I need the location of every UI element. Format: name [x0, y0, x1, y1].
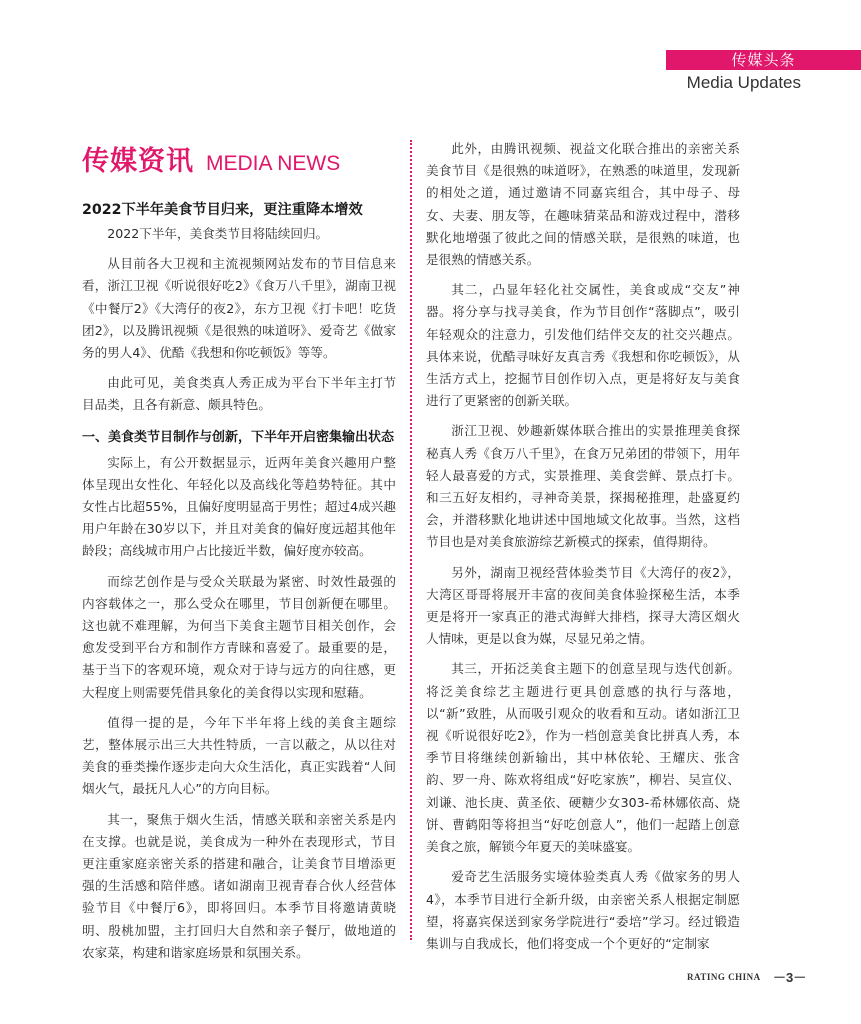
- section-heading: 一、美食类节目制作与创新，下半年开启密集输出状态: [82, 429, 395, 445]
- paragraph: 另外，湖南卫视经营体验类节目《大湾仔的夜2》，大湾区哥哥将展开丰富的夜间美食体验探秘生活，本季更是将开一家真正的港式海鲜大排档，探寻大湾区烟火人情味，更是以食为媒，尽显兄弟之情。: [426, 564, 740, 647]
- paragraph: 而综艺创作是与受众关联最为紧密、时效性最强的内容载体之一，那么受众在哪里，节目创新便在哪里。这也就不难理解，为何当下美食主题节目相关创作，会愈发受到平台方和制作方青睐和喜爱了。最重要的是，基于当下的客观环境，观众对于诗与远方的向往感，更大程度上则需要凭借具象化的美食得以实现和慰藉。: [82, 573, 396, 700]
- right-column: [426, 138, 740, 963]
- paragraph: 爱奇艺生活服务实境体验类真人秀《做家务的男人4》，本季节目进行全新升级，由亲密关系人根据定制愿望，将嘉宾保送到家务学院进行“委培”学习。经过锻造集训与自我成长，他们将变成一个个更好的“定制家: [426, 869, 740, 951]
- paragraph: 实际上，有公开数据显示，近两年美食兴趣用户整体呈现出女性化、年轻化以及高线化等趋势特征。其中女性占比超55%，且偏好度明显高于男性；超过4成兴趣用户年龄在30岁以下，并且对美食的偏好度远超其他年龄段；高线城市用户占比接近半数，偏好度亦较高。: [82, 454, 396, 559]
- paragraph: 其二，凸显年轻化社交属性，美食或成“交友”神器。将分享与找寻美食，作为节目创作“落脚点”，吸引年轻观众的注意力，引发他们结伴交友的社交兴趣点。具体来说，优酷寻味好友真言秀《我想和你吃顿饭》，从生活方式上，挖掘节目创作切入点，更是将好友与美食进行了更紧密的创新关联。: [426, 282, 740, 409]
- paragraph: 2022下半年，美食类节目将陆续回归。: [107, 226, 329, 241]
- title-english: MEDIA NEWS: [206, 152, 341, 175]
- column-divider: [410, 140, 412, 940]
- footer-brand: RATING CHINA: [687, 972, 761, 982]
- section-badge: 传媒头条: [666, 50, 861, 70]
- article-title: [82, 143, 396, 181]
- section-subtitle: Media Updates: [686, 73, 801, 92]
- paragraph: 其三，开拓泛美食主题下的创意呈现与迭代创新。将泛美食综艺主题进行更具创意感的执行与落地，以“新”致胜，从而吸引观众的收看和互动。诸如浙江卫视《听说很好吃2》，作为一档创意美食比拼真人秀，本季节目将继续创新输出，其中林依轮、王耀庆、张含韵、罗一舟、陈欢将组成“好吃家族”，柳岩、吴宣仪、刘谦、池长庚、黄圣依、硬糖少女303-希林娜依高、烧饼、曹鹤阳等将担当“好吃创意人”，他们一起踏上创意美食之旅，解锁今年夏天的美味盛宴。: [426, 661, 740, 855]
- paragraph: 值得一提的是，今年下半年将上线的美食主题综艺，整体展示出三大共性特质，一言以蔽之，从以往对美食的垂类操作逐步走向大众生活化，真正实践着“人间烟火气，最抚凡人心”的方向目标。: [82, 714, 396, 797]
- page-number: －3－: [773, 970, 807, 985]
- paragraph: 由此可见，美食类真人秀正成为平台下半年主打节目品类，且各有新意、颇具特色。: [82, 375, 396, 413]
- title-chinese: 传媒资讯: [82, 146, 194, 177]
- paragraph: 从目前各大卫视和主流视频网站发布的节目信息来看，浙江卫视《听说很好吃2》《食万八千里》，湖南卫视《中餐厅2》《大湾仔的夜2》，东方卫视《打卡吧！吃货团2》，以及腾讯视频《是很熟的味道呀》、爱奇艺《做家务的男人4》、优酷《我想和你吃顿饭》等等。: [82, 256, 396, 361]
- left-column: [82, 143, 396, 972]
- headline: 2022下半年美食节目归来，更注重降本增效: [82, 202, 363, 218]
- paragraph: 此外，由腾讯视频、视益文化联合推出的亲密关系美食节目《是很熟的味道呀》，在熟悉的味道里，发现新的相处之道，通过邀请不同嘉宾组合，其中母子、母女、夫妻、朋友等，在趣味猜菜品和游戏过程中，潜移默化地增强了彼此之间的情感关联，是很熟的味道，也是很熟的情感关系。: [426, 141, 740, 268]
- paragraph: 浙江卫视、妙趣新媒体联合推出的实景推理美食探秘真人秀《食万八千里》，在食万兄弟团的带领下，用年轻人最喜爱的方式，实景推理、美食尝鲜、景点打卡。和三五好友相约，寻神奇美景，探揭秘推理，赴盛夏约会，并潜移默化地讲述中国地域文化故事。当然，这档节目也是对美食旅游综艺新模式的探索，值得期待。: [426, 423, 740, 550]
- paragraph: 其一，聚焦于烟火生活，情感关联和亲密关系是内在支撑。也就是说，美食成为一种外在表现形式，节目更注重家庭亲密关系的搭建和融合，让美食节目增添更强的生活感和陪伴感。诸如湖南卫视青春合伙人经营体验节目《中餐厅6》，即将回归。本季节目将邀请黄晓明、殷桃加盟，主打回归大自然和亲子餐厅，做地道的农家菜，构建和谐家庭场景和氛围关系。: [82, 811, 396, 960]
